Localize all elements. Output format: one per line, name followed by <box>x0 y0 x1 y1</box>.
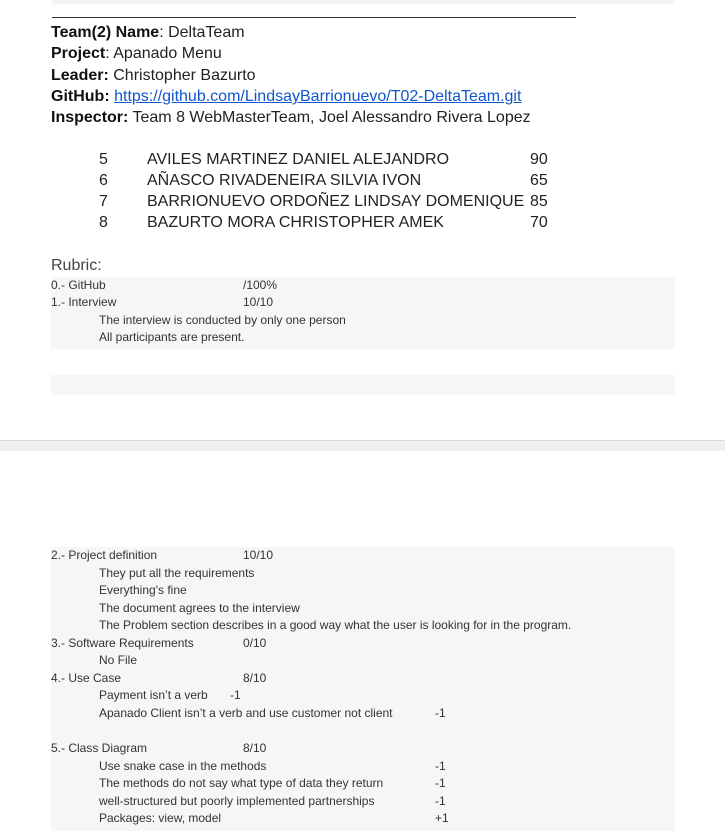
rubric-comment: The document agrees to the interview <box>99 601 300 615</box>
rubric-deduction: -1 <box>435 776 446 790</box>
project-value: : Apanado Menu <box>105 45 222 62</box>
rubric-item-label: 0.- GitHub <box>51 278 106 292</box>
member-number: 7 <box>99 193 108 210</box>
top-strip <box>52 0 675 4</box>
rubric-deduction: -1 <box>435 794 446 808</box>
member-number: 6 <box>99 172 108 189</box>
member-name: BAZURTO MORA CHRISTOPHER AMEK <box>147 214 444 231</box>
rubric-comment: Use snake case in the methods <box>99 759 267 773</box>
member-name: AÑASCO RIVADENEIRA SILVIA IVON <box>147 172 422 189</box>
github-link[interactable]: https://github.com/LindsayBarrionuevo/T02-DeltaTeam.git <box>114 88 522 105</box>
leader-label: Leader: <box>51 67 109 84</box>
rubric-item-score: /100% <box>243 278 278 292</box>
rubric-comment: No File <box>99 653 138 667</box>
project-label: Project <box>51 45 106 62</box>
project-line <box>51 43 222 65</box>
rubric-comment: Apanado Client isn’t a verb and use customer not client <box>99 706 393 720</box>
rubric-item-score: 8/10 <box>243 741 267 755</box>
page-break <box>0 440 725 451</box>
rubric-item-label: 1.- Interview <box>51 295 117 309</box>
document-page-2 <box>0 451 725 831</box>
leader-line <box>51 65 256 87</box>
rubric-comment: The Problem section describes in a good way what the user is looking for in the program. <box>99 618 572 632</box>
rubric-item-label: 2.- Project definition <box>51 548 158 562</box>
rubric-comment: The methods do not say what type of data they return <box>99 776 384 790</box>
rubric-deduction: +1 <box>435 811 449 825</box>
rubric-deduction: -1 <box>230 688 241 702</box>
member-name: BARRIONUEVO ORDOÑEZ LINDSAY DOMENIQUE <box>147 193 525 210</box>
leader-value: Christopher Bazurto <box>108 67 256 84</box>
empty-shaded-block <box>51 375 675 395</box>
rubric-deduction: -1 <box>435 706 446 720</box>
rubric-item-label: 4.- Use Case <box>51 671 122 685</box>
rubric-item-label: 3.- Software Requirements <box>51 636 194 650</box>
github-line <box>51 86 521 108</box>
rubric-comment: They put all the requirements <box>99 566 255 580</box>
rubric-comment: Payment isn’t a verb <box>99 688 208 702</box>
team-name-value: : DeltaTeam <box>159 24 245 41</box>
member-number: 8 <box>99 214 108 231</box>
member-score: 90 <box>530 151 548 168</box>
github-label: GitHub: <box>51 88 110 105</box>
member-score: 65 <box>530 172 548 189</box>
member-score: 85 <box>530 193 548 210</box>
rubric-comment: well-structured but poorly implemented partnerships <box>99 794 375 808</box>
member-name: AVILES MARTINEZ DANIEL ALEJANDRO <box>147 151 450 168</box>
rubric-item-score: 0/10 <box>243 636 267 650</box>
horizontal-rule <box>52 17 576 18</box>
member-number: 5 <box>99 151 108 168</box>
inspector-label: Inspector: <box>51 109 129 126</box>
rubric-item-score: 8/10 <box>243 671 267 685</box>
rubric-deduction: -1 <box>435 759 446 773</box>
rubric-title: Rubric: <box>51 257 102 274</box>
inspector-value: Team 8 WebMasterTeam, Joel Alessandro Rivera Lopez <box>128 109 531 126</box>
rubric-item-label: 5.- Class Diagram <box>51 741 148 755</box>
rubric-item-score: 10/10 <box>243 548 274 562</box>
member-score: 70 <box>530 214 548 231</box>
rubric-comment: Everything's fine <box>99 583 187 597</box>
rubric-comment: The interview is conducted by only one person <box>99 313 346 327</box>
team-name-line <box>51 22 245 44</box>
rubric-item-score: 10/10 <box>243 295 274 309</box>
inspector-line <box>51 107 531 129</box>
rubric-comment: Packages: view, model <box>99 811 222 825</box>
rubric-comment: All participants are present. <box>99 330 245 344</box>
team-name-label: Team(2) Name <box>51 24 160 41</box>
